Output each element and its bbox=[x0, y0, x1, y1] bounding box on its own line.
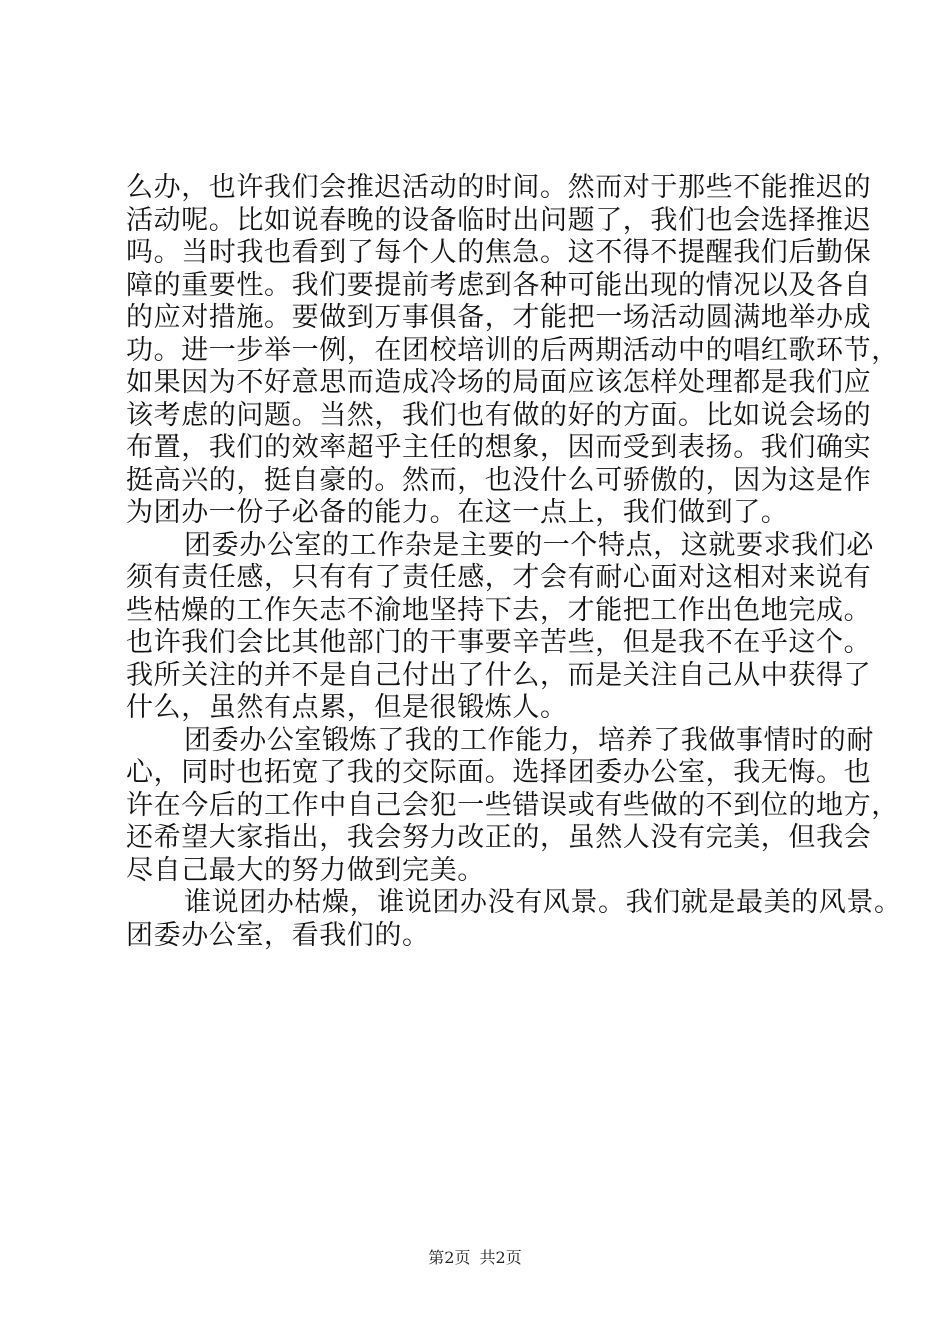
text-line: 什么，虽然有点累，但是很锻炼人。 bbox=[126, 692, 568, 723]
text-line: 挺高兴的，挺自豪的。然而，也没什么可骄傲的，因为这是作 bbox=[126, 464, 872, 496]
text-line: 团委办公室的工作杂是主要的一个特点，这就要求我们必 bbox=[184, 529, 874, 561]
text-line: 布置，我们的效率超乎主任的想象，因而受到表扬。我们确实 bbox=[126, 432, 872, 463]
text-line: 团委办公室，看我们的。 bbox=[126, 919, 430, 951]
text-line: 功。进一步举一例，在团校培训的后两期活动中的唱红歌环节， bbox=[126, 334, 899, 366]
text-line: 心，同时也拓宽了我的交际面。选择团委办公室，我无悔。也 bbox=[126, 757, 872, 788]
text-line: 尽自己最大的努力做到完美。 bbox=[126, 854, 485, 886]
page-total: 共2页 bbox=[479, 1248, 522, 1267]
text-line: 该考虑的问题。当然，我们也有做的好的方面。比如说会场的 bbox=[126, 399, 872, 431]
text-line: 我所关注的并不是自己付出了什么，而是关注自己从中获得了 bbox=[126, 659, 872, 691]
text-line: 为团办一份子必备的能力。在这一点上，我们做到了。 bbox=[126, 497, 789, 528]
text-line: 团委办公室锻炼了我的工作能力，培养了我做事情时的耐 bbox=[184, 724, 874, 756]
text-line: 还希望大家指出，我会努力改正的，虽然人没有完美，但我会 bbox=[126, 822, 872, 853]
text-line: 吗。当时我也看到了每个人的焦急。这不得不提醒我们后勤保 bbox=[126, 237, 872, 268]
text-line: 须有责任感，只有有了责任感，才会有耐心面对这相对来说有 bbox=[126, 562, 872, 593]
text-line: 么办，也许我们会推迟活动的时间。然而对于那些不能推迟的 bbox=[126, 172, 872, 203]
page-number: 第2页 bbox=[428, 1248, 471, 1267]
text-line: 如果因为不好意思而造成冷场的局面应该怎样处理都是我们应 bbox=[126, 367, 872, 398]
page-footer bbox=[0, 1245, 950, 1268]
text-line: 的应对措施。要做到万事俱备，才能把一场活动圆满地举办成 bbox=[126, 302, 872, 333]
text-line: 些枯燥的工作矢志不渝地坚持下去，才能把工作出色地完成。 bbox=[126, 594, 872, 626]
text-line: 障的重要性。我们要提前考虑到各种可能出现的情况以及各自 bbox=[126, 269, 872, 301]
text-line: 也许我们会比其他部门的干事要辛苦些，但是我不在乎这个。 bbox=[126, 627, 872, 658]
text-line: 谁说团办枯燥，谁说团办没有风景。我们就是最美的风景。 bbox=[184, 887, 902, 918]
text-line: 许在今后的工作中自己会犯一些错误或有些做的不到位的地方， bbox=[126, 789, 899, 821]
body-text bbox=[126, 172, 902, 952]
text-line: 活动呢。比如说春晚的设备临时出问题了，我们也会选择推迟 bbox=[126, 204, 872, 236]
